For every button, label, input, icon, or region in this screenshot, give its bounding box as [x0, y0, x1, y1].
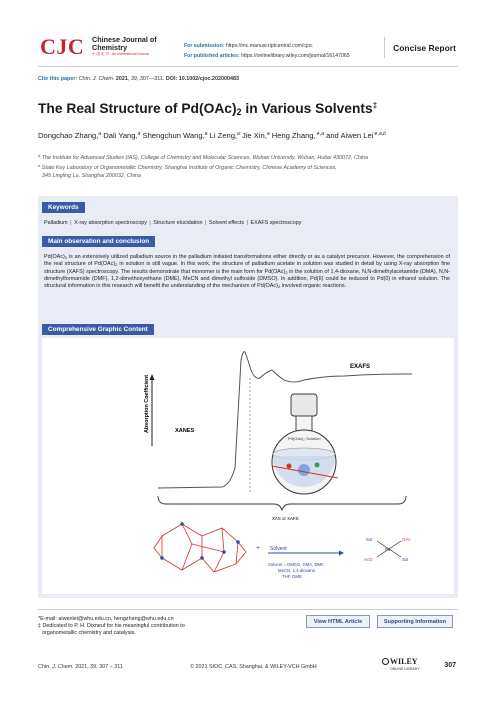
- author-name[interactable]: Li Zeng,: [207, 131, 238, 140]
- xanes-label: XANES: [175, 428, 195, 434]
- abstract-fragment: in the solution of 1,4-dioxane, N,N-dimethylacetamide (DMA), N,N-dimethylformamide (DMF), 1,2-dimethoxyethane (DME), MeCN and dimethyl sulfoxide (DMSO). In addition, Pd(II) could be reduced to Pd(0) in ethanol solution. The structural information in this research will benefit the understanding of the mechanism of Pd(OAc): [44, 268, 450, 290]
- article-title: [38, 101, 377, 117]
- wiley-name: WILEY: [390, 657, 418, 666]
- wiley-sub: ONLINE LIBRARY: [390, 667, 420, 671]
- monomer-ligand: Sol: [366, 537, 373, 542]
- author-affil-mark: ∗,a: [315, 131, 324, 137]
- pd-atoms: [160, 522, 240, 560]
- footer-citation-rest: 2021, 39, 307 − 311: [73, 664, 123, 670]
- wiley-logo[interactable]: [382, 657, 432, 675]
- abstract-subscript: 2: [64, 255, 68, 260]
- footnote-divider: [38, 609, 458, 610]
- journal-header: [0, 0, 496, 64]
- title-text: The Real Structure of Pd(OAc): [38, 101, 237, 116]
- author-name[interactable]: Jie Xin,: [239, 131, 267, 140]
- view-html-button[interactable]: View HTML Article: [306, 615, 370, 628]
- keyword-list: [44, 220, 301, 226]
- affiliations: [38, 152, 458, 180]
- pd-trimer-structure: [154, 524, 246, 572]
- article-type: Concise Report: [384, 37, 464, 58]
- title-text-end: in Various Solvents: [241, 101, 373, 116]
- header-links: [184, 41, 350, 61]
- cite-pages: , 307—311.: [136, 76, 165, 82]
- author-name[interactable]: Shengchun Wang,: [140, 131, 205, 140]
- keyword[interactable]: Structure elucidation: [153, 220, 203, 226]
- keyword[interactable]: Palladium: [44, 220, 68, 226]
- abstract-box: [38, 196, 458, 598]
- author-name[interactable]: Dongchao Zhang,: [38, 131, 99, 140]
- keyword[interactable]: X-ray absorption spectroscopy: [74, 220, 147, 226]
- wiley-circle-icon: [382, 658, 389, 665]
- author-list: [38, 131, 386, 140]
- submission-link[interactable]: https://mc.manuscriptcentral.com/cjoc: [225, 43, 313, 49]
- monomer-ligand: Sol: [402, 557, 409, 562]
- author-name[interactable]: Heng Zhang,: [269, 131, 316, 140]
- keyword-separator: |: [68, 220, 74, 226]
- abstract-subscript: 2: [277, 284, 281, 290]
- header-divider: [38, 66, 458, 67]
- supporting-info-button[interactable]: Supporting Information: [377, 615, 453, 628]
- bottom-label: XAS or XAFS: [272, 516, 299, 521]
- abstract-subscript: 2: [115, 262, 118, 268]
- flask-stopper: [291, 394, 317, 416]
- monomer-ligand: AcO: [364, 557, 373, 562]
- logo-mark: CJC: [40, 34, 85, 59]
- exafs-label: EXAFS: [350, 364, 371, 370]
- abstract-fragment: is an extensively utilized palladium source in the palladium initiated transformations either directly or as a catalyst precursor. However, the comprehension of the real structure of Pd(OAc): [44, 254, 450, 268]
- keyword-separator: |: [147, 220, 153, 226]
- cite-journal: Chin. J. Chem.: [78, 76, 115, 82]
- author-name[interactable]: and Aiwen Lei: [324, 131, 374, 140]
- affil-mark: a: [38, 153, 41, 158]
- keyword[interactable]: EXAFS spectroscopy: [250, 220, 302, 226]
- cite-volume: 39: [130, 76, 137, 82]
- author-affil-mark: a: [137, 131, 141, 137]
- solvent-list-line: Solvent = DMSO, DMA, DMF,: [268, 562, 325, 567]
- title-footnote-mark: ‡: [372, 101, 378, 110]
- solvent-list-line: THF, DME: [282, 574, 302, 579]
- solute-molecule: [298, 464, 310, 476]
- author-name[interactable]: Dali Yang,: [101, 131, 138, 140]
- title-subscript: 2: [236, 107, 242, 117]
- cite-year: 2021: [115, 76, 128, 82]
- affil-text: State Key Laboratory of Organometallic Chemistry, Shanghai Institute of Organic Chemistry, Chinese Academy of Sciences,: [40, 165, 337, 172]
- abstract-fragment: in solution is still vague. In this work, the structure of palladium acetate in solution was studied in detail by using X-ray absorption fine structure (XAFS) spectroscopy. The results demonstrate that monomer is the main form for Pd(OAc): [44, 261, 450, 275]
- abstract-fragment: involved organic reactions.: [280, 283, 347, 290]
- observation-heading: Main observation and conclusion: [42, 236, 155, 247]
- toc-figure: [42, 338, 454, 594]
- affiliation-item: [38, 173, 458, 180]
- keywords-heading: Keywords: [42, 202, 85, 213]
- plus-sign: +: [256, 545, 261, 552]
- citation-line: Cite this paper: Chin. J. Chem. 2021, 39, 307—311. DOI: 10.1002/cjoc.202000483: [38, 76, 240, 82]
- affiliation-item: [38, 152, 458, 162]
- author-affil-mark: a: [237, 131, 240, 137]
- dedication-note: ‡ Dedicated to P. H. Dixneuf for his meaningful contribution to: [38, 623, 185, 630]
- cite-label: Cite this paper:: [38, 76, 78, 82]
- journal-logo[interactable]: [40, 36, 180, 58]
- cite-doi[interactable]: DOI: 10.1002/cjoc.202000483: [165, 76, 240, 82]
- footer-copyright: © 2021 SIOC, CAS, Shanghai, & WILEY-VCH GmbH: [190, 664, 317, 670]
- footer-journal: Chin. J. Chem.: [38, 664, 74, 670]
- y-axis-arrowhead: [150, 374, 155, 380]
- published-link[interactable]: https://onlinelibrary.wiley.com/journal/16147065: [241, 53, 350, 59]
- author-affil-mark: ∗,a,b: [373, 131, 386, 137]
- graphic-abstract: [42, 338, 454, 594]
- affil-text: 345 Lingling Lu, Shanghai 200032, China: [42, 172, 141, 179]
- affil-mark: b: [38, 163, 41, 169]
- y-axis-label: Absorption Coefficient: [144, 374, 150, 433]
- abstract-text: [44, 254, 450, 290]
- keyword[interactable]: Solvent effects: [208, 220, 245, 226]
- affiliation-item: [38, 162, 458, 172]
- reaction-arrowhead: [339, 551, 344, 556]
- page-footer: [38, 657, 458, 674]
- solute-atom: [287, 464, 292, 469]
- abstract-subscript: 2: [285, 269, 288, 275]
- dedication-note-cont: organometallic chemistry and catalysis.: [42, 630, 136, 637]
- keyword-separator: |: [203, 220, 208, 226]
- graphic-heading: Comprehensive Graphic Content: [42, 324, 154, 335]
- logo-subtitle: 中 国 化 学 · An International Journal: [92, 52, 149, 56]
- pd-monomer-structure: [364, 537, 411, 562]
- affil-text: The Institute for Advanced Studies (IAS), College of Chemistry and Molecular Sciences, Wuhan University, Wuhan, Hubei 430072, China: [40, 155, 369, 161]
- monomer-center: Pd: [385, 547, 391, 552]
- monomer-ligand: OAc: [402, 537, 411, 542]
- published-label: For published articles:: [184, 53, 240, 59]
- abstract-fragment: Pd(OAc): [44, 254, 65, 260]
- author-affil-mark: a: [204, 131, 208, 137]
- solvent-label: Solvent: [270, 546, 287, 552]
- flask-label: Pd(OAc)₂ Solution: [288, 436, 321, 441]
- flask-illustration: [272, 394, 338, 494]
- solute-atom: [315, 463, 320, 468]
- submission-label: For submission:: [184, 43, 225, 49]
- author-affil-mark: a: [266, 131, 270, 137]
- footer-citation: [38, 664, 123, 670]
- corresponding-email[interactable]: *E-mail: aiwenlei@whu.edu.cn, hengzhang@whu.edu.cn: [38, 616, 174, 622]
- logo-name: Chinese Journal of Chemistry: [92, 35, 157, 52]
- solvent-list-line: MeCN, 1,4-dioxane,: [278, 568, 317, 573]
- footnotes: [38, 616, 278, 638]
- author-affil-mark: a: [98, 131, 102, 137]
- page-number: 307: [444, 662, 456, 669]
- keyword-separator: |: [245, 220, 250, 226]
- bottom-brace: [158, 496, 406, 510]
